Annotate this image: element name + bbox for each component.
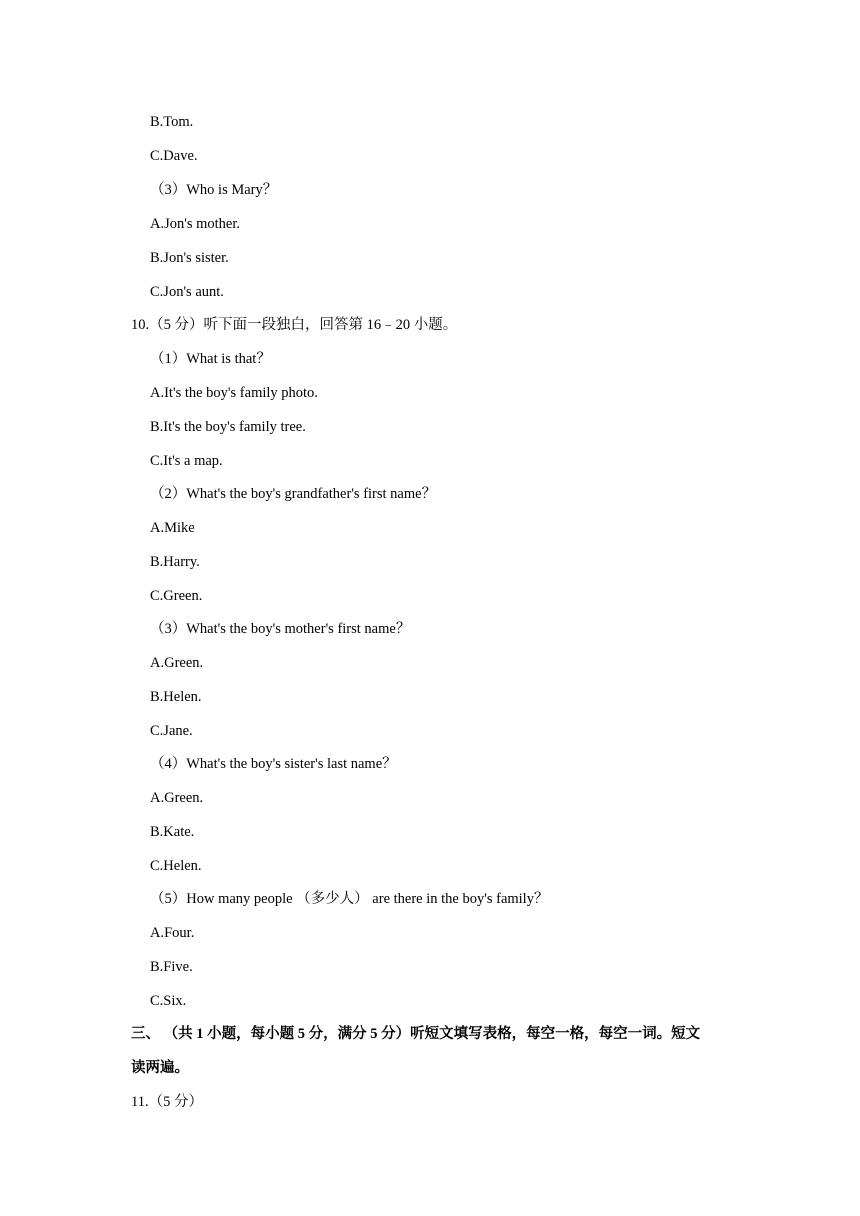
option-b-five: B.Five.: [150, 959, 193, 975]
option-c-map: C.It's a map.: [150, 453, 223, 469]
option-a-mike: A.Mike: [150, 520, 195, 536]
option-c-helen: C.Helen.: [150, 858, 202, 874]
option-c-jons-aunt: C.Jon's aunt.: [150, 284, 224, 300]
sub-question-5: （5）How many people （多少人） are there in the boy's family？: [150, 891, 549, 907]
option-c-six: C.Six.: [150, 993, 187, 1009]
sub-question-3: （3）What's the boy's mother's first name？: [150, 621, 411, 637]
section-3-heading-cont: 读两遍。: [131, 1060, 189, 1076]
sub-question-4: （4）What's the boy's sister's last name？: [150, 756, 397, 772]
option-b-harry: B.Harry.: [150, 554, 200, 570]
option-c-jane: C.Jane.: [150, 723, 193, 739]
option-a-green: A.Green.: [150, 655, 204, 671]
sub-question-1: （1）What is that？: [150, 351, 271, 367]
option-a-jons-mother: A.Jon's mother.: [150, 216, 241, 232]
option-b-kate: B.Kate.: [150, 824, 195, 840]
question-10-heading: 10.（5 分）听下面一段独白，回答第 16﹣20 小题。: [131, 317, 458, 333]
option-b-helen: B.Helen.: [150, 689, 202, 705]
option-b-tom: B.Tom.: [150, 114, 194, 130]
option-a-four: A.Four.: [150, 925, 195, 941]
section-3-heading: 三、 （共 1 小题，每小题 5 分，满分 5 分）听短文填写表格，每空一格，每空一词。短文: [131, 1026, 701, 1042]
sub-question-2: （2）What's the boy's grandfather's first name？: [150, 486, 437, 502]
option-c-green: C.Green.: [150, 588, 203, 604]
question-3-who-is-mary: （3）Who is Mary？: [150, 182, 278, 198]
option-a-green-2: A.Green.: [150, 790, 204, 806]
option-a-family-photo: A.It's the boy's family photo.: [150, 385, 318, 401]
question-11-heading: 11.（5 分）: [131, 1094, 203, 1110]
option-b-family-tree: B.It's the boy's family tree.: [150, 419, 306, 435]
option-c-dave: C.Dave.: [150, 148, 198, 164]
option-b-jons-sister: B.Jon's sister.: [150, 250, 229, 266]
